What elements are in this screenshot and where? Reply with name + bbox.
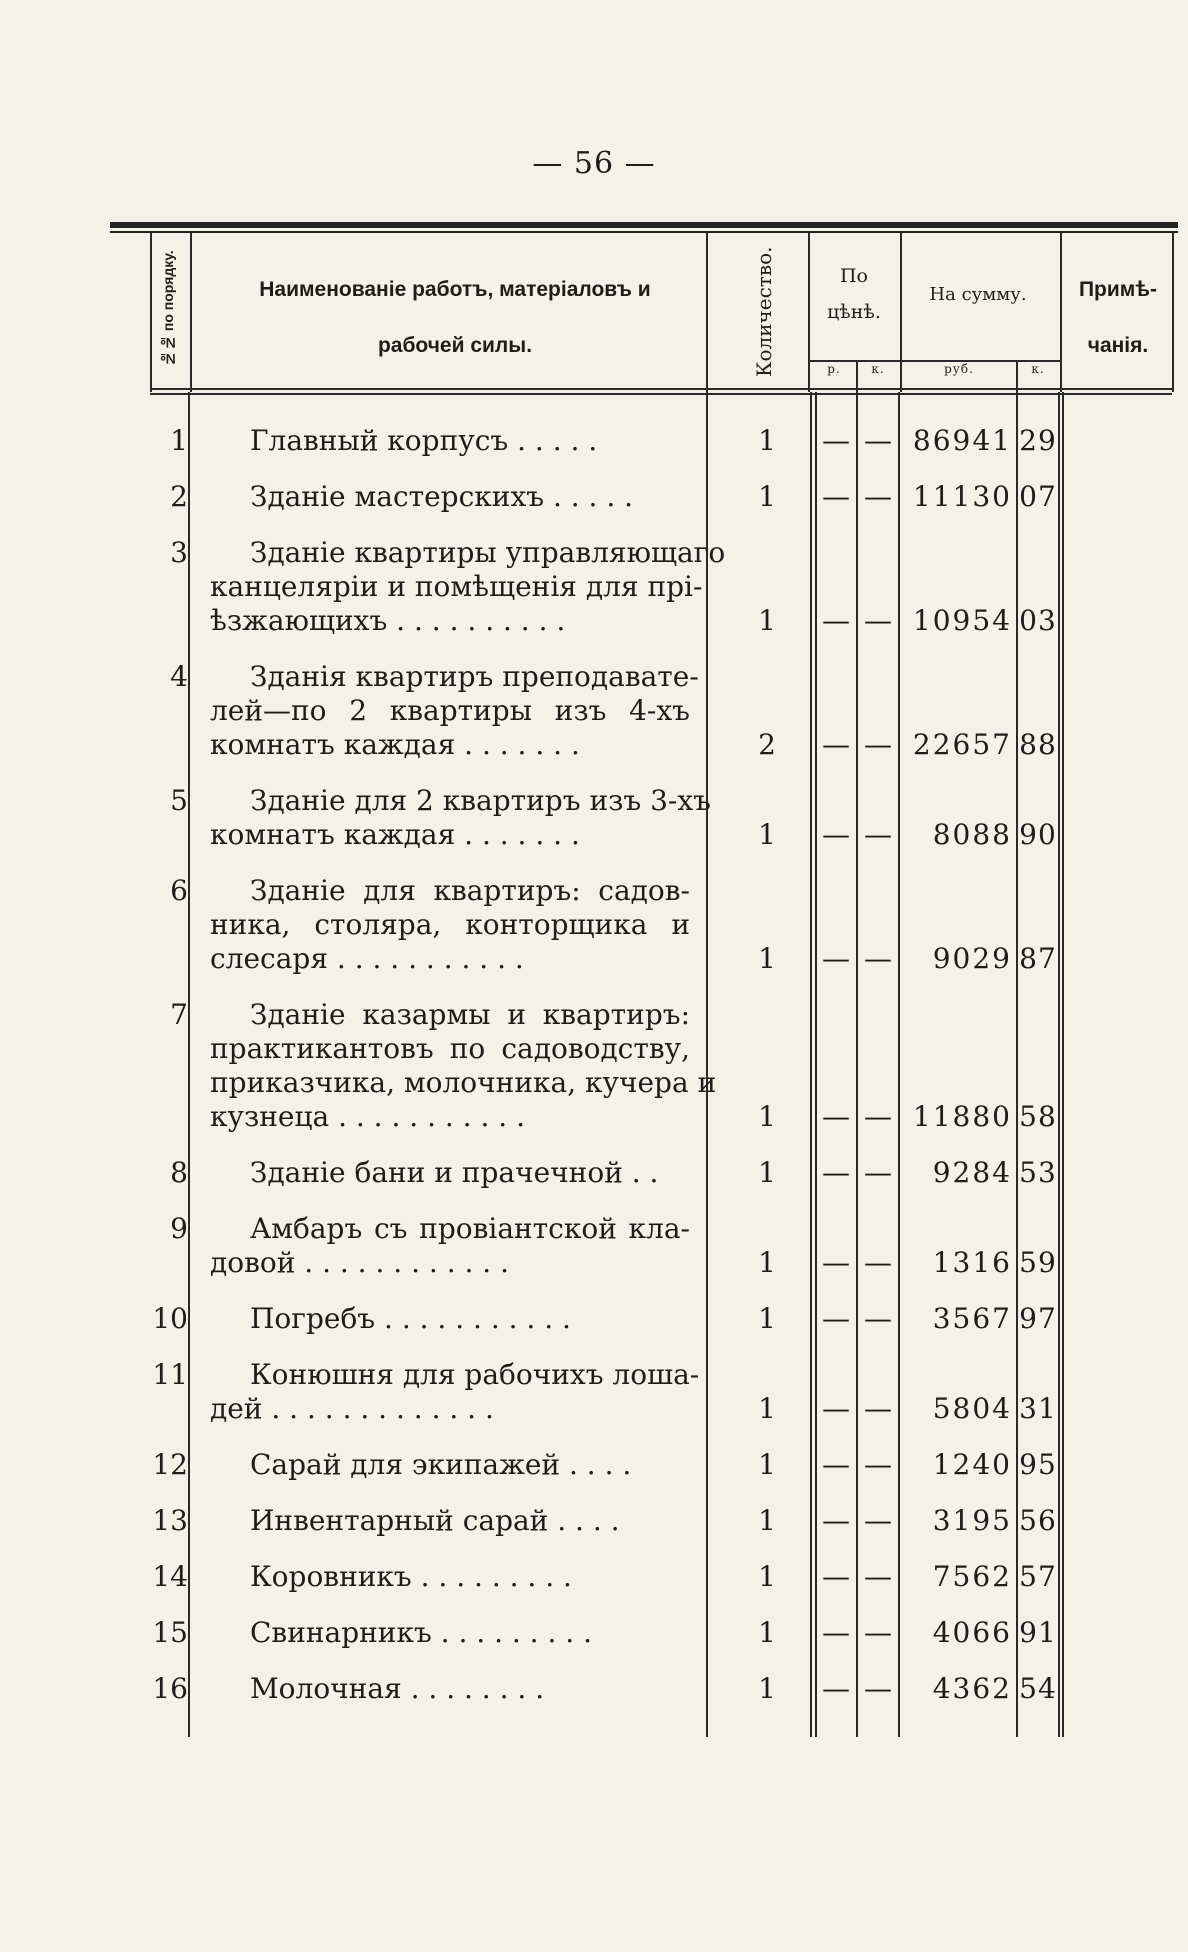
row-number: 12 (152, 1448, 188, 1481)
row-sum-kop: 88 (1019, 728, 1057, 761)
row-name-line: Главный корпусъ . . . . . (250, 424, 598, 457)
row-name-line: кузнеца . . . . . . . . . . . (210, 1100, 525, 1133)
row-sum-rub: 11130 (912, 480, 1012, 513)
row-name-line: дей . . . . . . . . . . . . . (210, 1392, 494, 1425)
row-sum-rub: 9029 (932, 942, 1012, 975)
row-name (210, 660, 699, 762)
row-name (210, 998, 717, 1134)
row-number: 13 (152, 1504, 188, 1537)
table-row (0, 998, 1188, 1134)
table-row (0, 874, 1188, 976)
row-quantity: 1 (758, 1156, 776, 1189)
row-price-rub: — (822, 1100, 850, 1133)
table-row (0, 1448, 1188, 1482)
row-name (210, 480, 690, 514)
row-name-line: канцеляріи и помѣщенія для прі- (210, 570, 703, 603)
row-price-kop: — (864, 1504, 892, 1537)
row-number: 14 (152, 1560, 188, 1593)
row-name-line: ѣзжающихъ . . . . . . . . . . (210, 604, 566, 637)
subheader-sum-rub: руб. (944, 362, 974, 376)
row-name (210, 536, 726, 638)
row-quantity: 1 (758, 1448, 776, 1481)
row-number: 3 (170, 536, 188, 569)
row-name (210, 1302, 690, 1336)
row-sum-kop: 53 (1019, 1156, 1057, 1189)
row-name-line: Зданіе казармы и квартиръ: (250, 998, 690, 1031)
row-name-line: слесаря . . . . . . . . . . . (210, 942, 524, 975)
row-number: 15 (152, 1616, 188, 1649)
row-name-line: Сарай для экипажей . . . . (250, 1448, 632, 1481)
row-price-kop: — (864, 1100, 892, 1133)
header-notes-line2: чанія. (1087, 334, 1149, 357)
row-number: 4 (170, 660, 188, 693)
header-divider (900, 232, 902, 392)
row-number: 8 (170, 1156, 188, 1189)
row-sum-rub: 11880 (912, 1100, 1012, 1133)
row-price-rub: — (822, 1156, 850, 1189)
row-sum-rub: 5804 (932, 1392, 1012, 1425)
row-name-line: практикантовъ по садоводству, (210, 1032, 690, 1065)
header-notes-label (1062, 262, 1174, 374)
row-price-kop: — (864, 604, 892, 637)
row-quantity: 1 (758, 1392, 776, 1425)
row-price-kop: — (864, 728, 892, 761)
table-row (0, 784, 1188, 852)
header-divider (150, 232, 152, 392)
row-quantity: 1 (758, 818, 776, 851)
row-quantity: 1 (758, 942, 776, 975)
header-divider (190, 232, 192, 392)
row-number: 6 (170, 874, 188, 907)
row-sum-rub: 1240 (932, 1448, 1012, 1481)
header-name-line1: Наименованіе работъ, матеріаловъ и (259, 278, 651, 301)
row-name (210, 784, 711, 852)
table-row (0, 1212, 1188, 1280)
row-number: 16 (152, 1672, 188, 1705)
row-number: 2 (170, 480, 188, 513)
row-sum-rub: 3567 (932, 1302, 1012, 1335)
subheader-sum-kop: к. (1031, 362, 1045, 376)
row-number: 10 (152, 1302, 188, 1335)
row-price-kop: — (864, 480, 892, 513)
header-divider (808, 232, 810, 392)
row-price-kop: — (864, 1616, 892, 1649)
subheader-price-rub: р. (827, 362, 841, 376)
page-number: — 56 — (532, 146, 656, 181)
row-name-line: лей—по 2 квартиры изъ 4-хъ (210, 694, 690, 727)
table-row (0, 1358, 1188, 1426)
row-price-kop: — (864, 818, 892, 851)
header-divider (1060, 232, 1062, 392)
row-price-kop: — (864, 1392, 892, 1425)
row-price-rub: — (822, 728, 850, 761)
row-quantity: 2 (758, 728, 776, 761)
row-price-kop: — (864, 1560, 892, 1593)
header-name-line2: рабочей силы. (377, 334, 533, 357)
row-price-rub: — (822, 1246, 850, 1279)
row-quantity: 1 (758, 1246, 776, 1279)
row-name-line: комнатъ каждая . . . . . . . (210, 818, 580, 851)
row-sum-kop: 57 (1019, 1560, 1057, 1593)
row-quantity: 1 (758, 604, 776, 637)
row-name-line: Молочная . . . . . . . . (250, 1672, 545, 1705)
row-name-line: Инвентарный сарай . . . . (250, 1504, 620, 1537)
row-quantity: 1 (758, 1302, 776, 1335)
header-number-label: №№ по порядку. (160, 250, 176, 368)
row-sum-kop: 91 (1019, 1616, 1057, 1649)
row-number: 7 (170, 998, 188, 1031)
row-name (210, 1448, 690, 1482)
row-sum-rub: 4066 (932, 1616, 1012, 1649)
table-row (0, 480, 1188, 514)
header-bottom-rule (150, 393, 1172, 395)
row-sum-kop: 56 (1019, 1504, 1057, 1537)
row-price-kop: — (864, 942, 892, 975)
row-price-rub: — (822, 1616, 850, 1649)
row-sum-kop: 03 (1019, 604, 1057, 637)
row-number: 5 (170, 784, 188, 817)
header-subrule (808, 360, 1060, 362)
table-row (0, 536, 1188, 638)
row-name-line: приказчика, молочника, кучера и (210, 1066, 717, 1099)
row-price-rub: — (822, 1672, 850, 1705)
row-sum-rub: 10954 (912, 604, 1012, 637)
row-name (210, 1212, 690, 1280)
row-sum-kop: 29 (1019, 424, 1057, 457)
row-price-rub: — (822, 424, 850, 457)
row-name (210, 1156, 690, 1190)
row-sum-kop: 59 (1019, 1246, 1057, 1279)
header-divider (1172, 232, 1174, 392)
row-quantity: 1 (758, 424, 776, 457)
row-price-rub: — (822, 604, 850, 637)
subheader-price-kop: к. (871, 362, 885, 376)
table-row (0, 424, 1188, 458)
row-name-line: Зданіе квартиры управляющаго (250, 536, 726, 569)
header-quantity-label: Количество. (752, 246, 776, 378)
row-price-rub: — (822, 818, 850, 851)
row-sum-kop: 90 (1019, 818, 1057, 851)
row-name-line: Зданіе для квартиръ: садов- (250, 874, 690, 907)
row-sum-kop: 31 (1019, 1392, 1057, 1425)
header-sum-label: На сумму. (929, 284, 1027, 305)
row-quantity: 1 (758, 480, 776, 513)
row-name-line: Конюшня для рабочихъ лоша- (250, 1358, 700, 1391)
row-price-rub: — (822, 1392, 850, 1425)
row-name-line: Зданіе мастерскихъ . . . . . (250, 480, 634, 513)
row-sum-rub: 4362 (932, 1672, 1012, 1705)
table-row (0, 1156, 1188, 1190)
row-name-line: довой . . . . . . . . . . . . (210, 1246, 509, 1279)
row-sum-rub: 22657 (912, 728, 1012, 761)
row-sum-kop: 95 (1019, 1448, 1057, 1481)
row-sum-rub: 7562 (932, 1560, 1012, 1593)
row-price-rub: — (822, 942, 850, 975)
row-name (210, 1616, 690, 1650)
row-sum-rub: 8088 (932, 818, 1012, 851)
row-name-line: Зданіе для 2 квартиръ изъ 3-хъ (250, 784, 711, 817)
row-name-line: комнатъ каждая . . . . . . . (210, 728, 580, 761)
row-quantity: 1 (758, 1100, 776, 1133)
row-sum-kop: 54 (1019, 1672, 1057, 1705)
row-name-line: Амбаръ съ провіантской кла- (250, 1212, 690, 1245)
table-row (0, 1302, 1188, 1336)
row-name (210, 1560, 690, 1594)
row-price-rub: — (822, 1302, 850, 1335)
row-name (210, 1672, 690, 1706)
table-row (0, 1672, 1188, 1706)
row-sum-rub: 9284 (932, 1156, 1012, 1189)
table-row (0, 660, 1188, 762)
row-quantity: 1 (758, 1672, 776, 1705)
row-sum-rub: 1316 (932, 1246, 1012, 1279)
row-number: 1 (170, 424, 188, 457)
header-price-label (810, 258, 898, 330)
header-divider (706, 232, 708, 392)
row-price-kop: — (864, 1302, 892, 1335)
row-name-line: Зданіе бани и прачечной . . (250, 1156, 659, 1189)
row-name (210, 1504, 690, 1538)
top-rule (110, 222, 1178, 228)
row-price-kop: — (864, 1672, 892, 1705)
row-sum-kop: 87 (1019, 942, 1057, 975)
header-notes-line1: Примѣ- (1078, 278, 1158, 301)
row-sum-kop: 07 (1019, 480, 1057, 513)
row-price-kop: — (864, 424, 892, 457)
header-price-line1: По (839, 265, 868, 287)
top-rule-thin (110, 231, 1178, 233)
row-name (210, 874, 690, 976)
row-quantity: 1 (758, 1560, 776, 1593)
row-price-rub: — (822, 480, 850, 513)
row-quantity: 1 (758, 1616, 776, 1649)
row-name-line: Погребъ . . . . . . . . . . . (250, 1302, 571, 1335)
row-price-rub: — (822, 1504, 850, 1537)
row-sum-rub: 3195 (932, 1504, 1012, 1537)
row-name-line: Свинарникъ . . . . . . . . . (250, 1616, 592, 1649)
row-price-rub: — (822, 1560, 850, 1593)
table-row (0, 1504, 1188, 1538)
row-price-rub: — (822, 1448, 850, 1481)
row-number: 11 (152, 1358, 188, 1391)
row-price-kop: — (864, 1246, 892, 1279)
row-name-line: ника, столяра, конторщика и (210, 908, 690, 941)
row-name (210, 424, 690, 458)
header-price-line2: цѣнѣ. (827, 301, 881, 323)
row-name-line: Зданія квартиръ преподавате- (250, 660, 699, 693)
row-number: 9 (170, 1212, 188, 1245)
row-name (210, 1358, 700, 1426)
header-bottom-rule (150, 388, 1172, 390)
table-row (0, 1560, 1188, 1594)
table-row (0, 1616, 1188, 1650)
row-sum-kop: 58 (1019, 1100, 1057, 1133)
row-sum-rub: 86941 (912, 424, 1012, 457)
row-price-kop: — (864, 1156, 892, 1189)
row-price-kop: — (864, 1448, 892, 1481)
header-name-label (200, 262, 710, 374)
row-quantity: 1 (758, 1504, 776, 1537)
row-name-line: Коровникъ . . . . . . . . . (250, 1560, 572, 1593)
row-sum-kop: 97 (1019, 1302, 1057, 1335)
